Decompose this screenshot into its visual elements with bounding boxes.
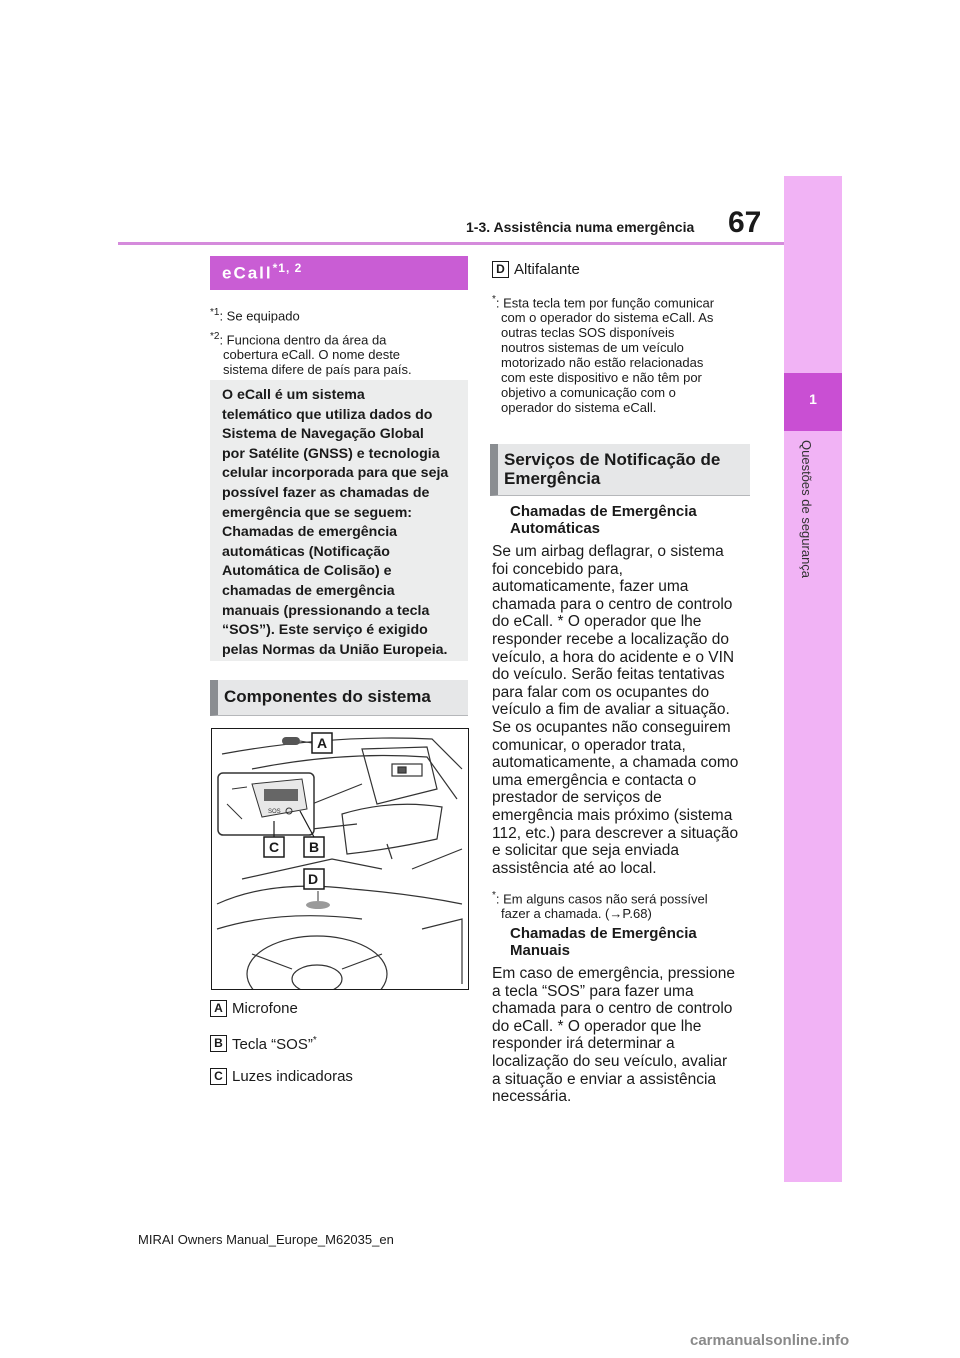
label-b: B <box>309 839 320 855</box>
auto-body-line: chamada para o centro de controlo <box>492 595 733 613</box>
legend-d-text: Altifalante <box>514 261 580 278</box>
manual-calls-heading-line-1: Chamadas de Emergência <box>510 925 697 942</box>
auto-body-line: para falar com os ocupantes do <box>492 683 710 701</box>
auto-calls-body <box>492 543 762 877</box>
components-heading: Componentes do sistema <box>224 687 431 706</box>
manual-body-line: responder irá determinar a <box>492 1035 675 1053</box>
manual-body-line: a tecla “SOS” para fazer uma <box>492 982 694 1000</box>
manual-body-line: localização do seu veículo, avaliar <box>492 1052 728 1070</box>
legend-c-text: Luzes indicadoras <box>232 1068 353 1085</box>
intro-line: celular incorporada para que seja <box>222 465 449 482</box>
legend-a-letter: A <box>210 1000 227 1017</box>
footnote-1-mark: *1 <box>210 307 220 318</box>
auto-calls-footnote <box>492 888 762 921</box>
sos-footnote-line: noutros sistemas de um veículo <box>501 340 684 356</box>
footer-manual-id: MIRAI Owners Manual_Europe_M62035_en <box>138 1232 394 1247</box>
intro-line: emergência que se seguem: <box>222 504 413 521</box>
chapter-label: Questões de segurança <box>799 440 814 579</box>
label-d: D <box>308 871 319 887</box>
footnote-2-mark: *2 <box>210 331 220 342</box>
legend-b-text: Tecla “SOS” <box>232 1036 313 1053</box>
sos-key-label: SOS <box>268 809 281 815</box>
sos-footnote-line: objetivo a comunicação com o <box>501 385 676 401</box>
intro-line: “SOS”). Este serviço é exigido <box>222 622 428 639</box>
page-number: 67 <box>728 206 762 239</box>
intro-line: telemático que utiliza dados do <box>222 406 433 423</box>
footnote-2-line-1: : Funciona dentro da área da <box>219 332 387 348</box>
auto-body-line: veículo, a hora do acidente e o VIN <box>492 648 735 666</box>
manual-calls-heading <box>510 925 697 959</box>
auto-calls-heading <box>510 503 697 537</box>
auto-footnote-mark: * <box>492 890 496 901</box>
header-rule <box>118 242 784 245</box>
auto-footnote-line-2: fazer a chamada. (→P.68) <box>501 906 652 922</box>
chapter-number: 1 <box>809 391 817 407</box>
manual-body-line: a situação e enviar a assistência <box>492 1070 717 1088</box>
label-c: C <box>269 839 280 855</box>
legend-b <box>232 1035 317 1053</box>
legend-a-text: Microfone <box>232 1000 298 1017</box>
car-interior-drawing <box>212 729 468 989</box>
intro-line: Chamadas de emergência <box>222 524 398 541</box>
watermark: carmanualsonline.info <box>690 1332 850 1349</box>
auto-body-line: veículo a fim de avaliar a situação. <box>492 701 730 719</box>
manual-body-line: necessária. <box>492 1088 572 1106</box>
sos-footnote-line: com este dispositivo e não têm por <box>501 370 702 386</box>
auto-body-line: prestador de serviços de <box>492 789 662 807</box>
legend-b-sup: * <box>312 1035 317 1046</box>
manual-body-line: Em caso de emergência, pressione <box>492 965 735 982</box>
services-heading-line-1: Serviços de Notificação de <box>504 450 721 469</box>
ecall-heading <box>222 261 302 284</box>
auto-body-line: e solicitar que seja enviada <box>492 842 679 860</box>
services-heading <box>504 450 720 488</box>
services-heading-line-2: Emergência <box>504 469 601 488</box>
section-title: 1-3. Assistência numa emergência <box>466 219 695 235</box>
sos-footnote-line: : Esta tecla tem por função comunicar <box>495 295 715 311</box>
intro-line: manuais (pressionando a tecla <box>222 602 430 619</box>
intro-line: pelas Normas da União Europeia. <box>222 641 448 658</box>
speaker-shape <box>306 901 330 909</box>
legend-b-letter: B <box>210 1035 227 1052</box>
legend-d-letter: D <box>492 261 509 278</box>
auto-body-line: assistência até ao local. <box>492 859 657 877</box>
intro-line: por Satélite (GNSS) e tecnologia <box>222 445 440 462</box>
auto-body-line: uma emergência e contacta o <box>492 771 697 789</box>
auto-body-line: do eCall. * O operador que lhe <box>492 613 702 631</box>
intro-line: O eCall é um sistema <box>222 387 365 403</box>
label-a: A <box>317 735 328 751</box>
auto-calls-heading-line-1: Chamadas de Emergência <box>510 503 697 520</box>
sos-footnote-line: com o operador do sistema eCall. As <box>501 310 714 326</box>
auto-body-line: 112, etc.) para descrever a situação <box>492 824 739 842</box>
ecall-heading-text: eCall <box>222 263 273 283</box>
intro-line: automáticas (Notificação <box>222 543 390 560</box>
intro-box <box>210 380 468 661</box>
microphone-shape <box>282 737 300 745</box>
auto-body-line: foi concebido para, <box>492 560 623 578</box>
footnote-2-line-2: cobertura eCall. O nome deste <box>223 347 401 363</box>
auto-body-line: emergência mais próximo (sistema <box>492 806 733 824</box>
footnote-1-text: : Se equipado <box>219 308 300 324</box>
footnote-2-line-3: sistema difere de país para país. <box>223 362 412 378</box>
intro-line: possível fazer as chamadas de <box>222 484 430 501</box>
manual-body-line: do eCall. * O operador que lhe <box>492 1017 702 1035</box>
auto-body-line: do veículo. Serão feitas tentativas <box>492 666 725 684</box>
auto-body-line: automaticamente, fazer uma <box>492 578 689 596</box>
sos-footnote-line: operador do sistema eCall. <box>501 400 657 416</box>
auto-footnote-line-1: : Em alguns casos não será possível <box>495 891 708 907</box>
legend-c-letter: C <box>210 1068 227 1085</box>
auto-body-line: Se os ocupantes não conseguirem <box>492 718 731 736</box>
intro-line: Sistema de Navegação Global <box>222 426 424 443</box>
ecall-heading-sup: *1, 2 <box>272 261 303 275</box>
auto-body-line: automaticamente, a chamada como <box>492 754 739 772</box>
footnote-2 <box>210 329 468 377</box>
sos-key-footnote <box>492 292 752 415</box>
auto-body-line: comunicar, o operador trata, <box>492 736 686 754</box>
sos-footnote-mark: * <box>492 294 496 305</box>
manual-calls-heading-line-2: Manuais <box>510 942 571 959</box>
sos-footnote-line: outras teclas SOS disponíveis <box>501 325 675 341</box>
auto-body-line: Se um airbag deflagrar, o sistema <box>492 543 724 560</box>
chapter-side-band <box>784 176 842 1182</box>
auto-body-line: responder recebe a localização do <box>492 630 729 648</box>
manual-calls-body <box>492 965 762 1106</box>
manual-body-line: chamada para o centro de controlo <box>492 1000 733 1018</box>
intro-line: Automática de Colisão) e <box>222 563 392 580</box>
system-components-illustration <box>211 728 469 990</box>
sos-footnote-line: motorizado não estão relacionadas <box>501 355 704 371</box>
auto-calls-heading-line-2: Automáticas <box>510 520 601 537</box>
footnote-1 <box>210 305 300 323</box>
intro-line: chamadas de emergência <box>222 582 395 599</box>
